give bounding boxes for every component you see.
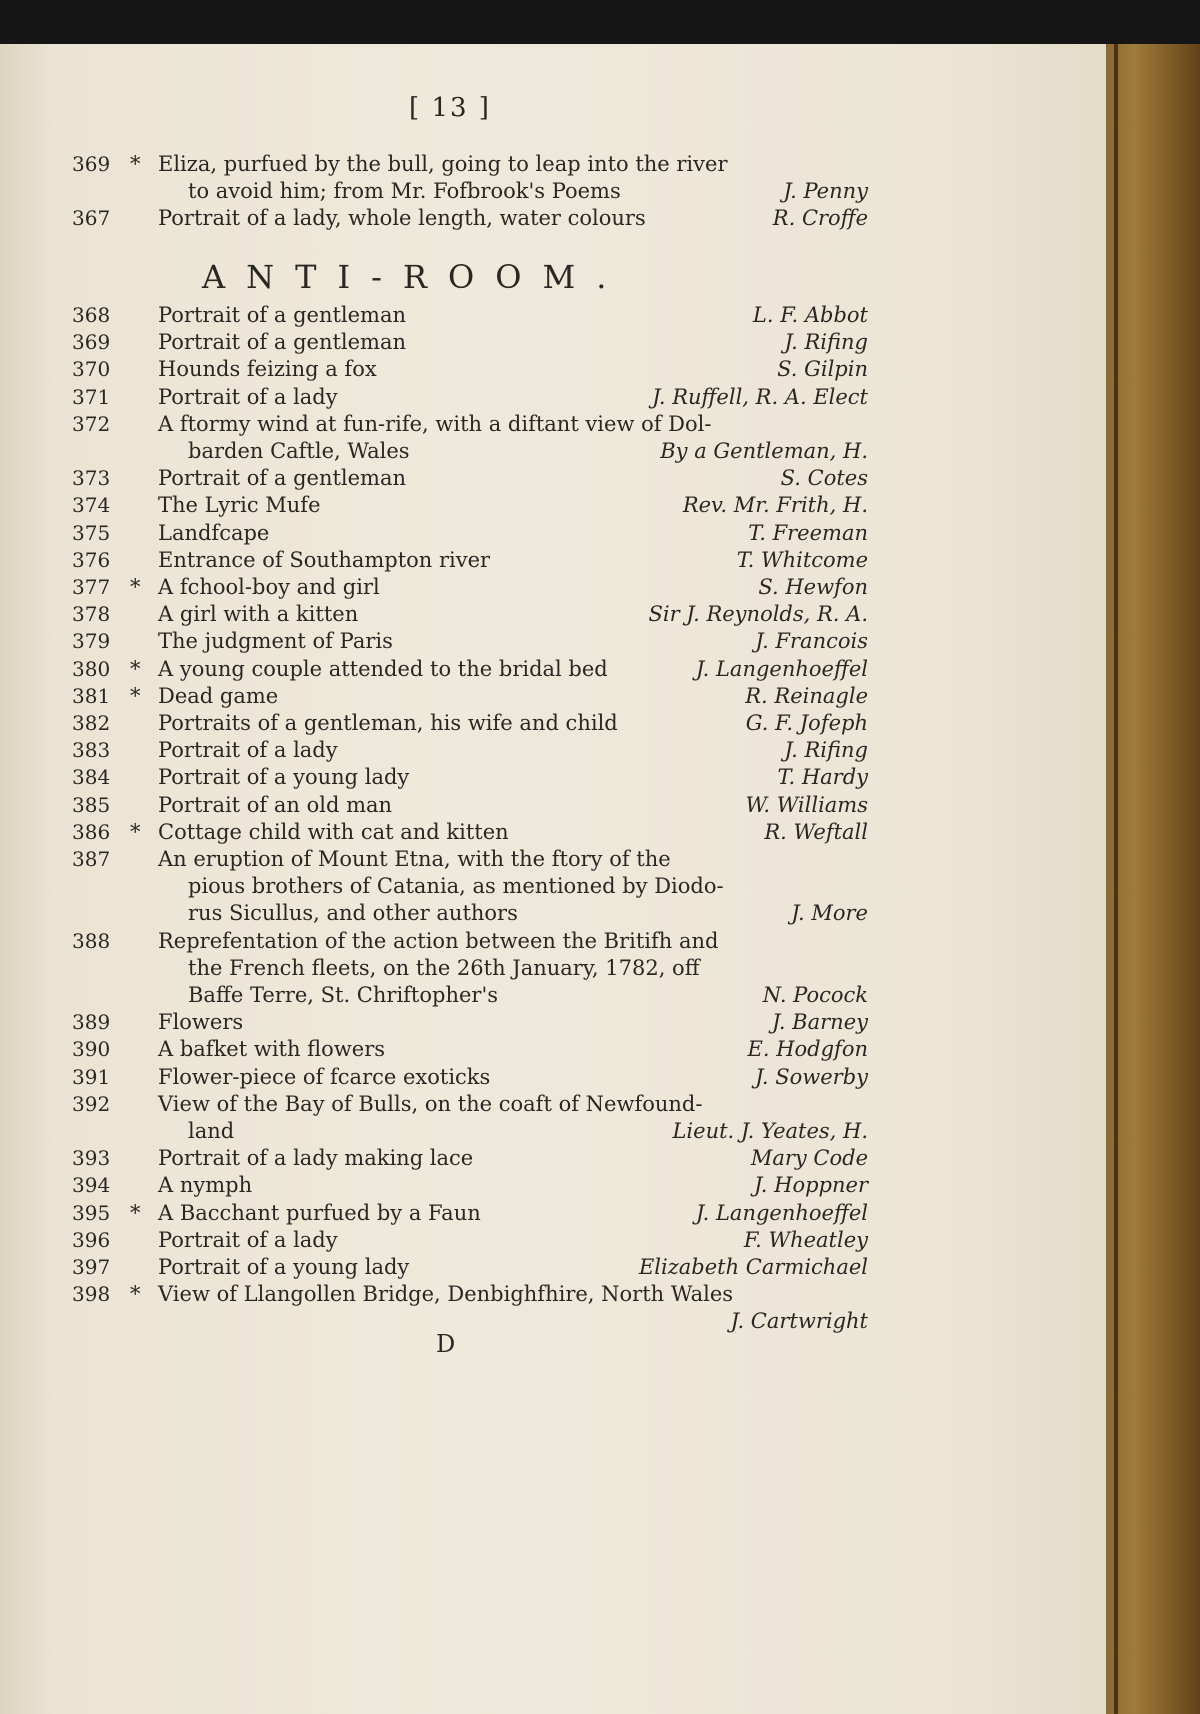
entry-artist: Rev. Mr. Frith, H. xyxy=(682,493,868,518)
entry-artist: S. Gilpin xyxy=(777,357,868,382)
entry-description: pious brothers of Catania, as mentioned by Diodo- xyxy=(188,874,724,899)
catalogue-entry-line xyxy=(0,738,868,768)
entry-description: Flowers xyxy=(158,1010,244,1035)
entry-description: Portrait of a lady xyxy=(158,1227,338,1252)
entry-number: 397 xyxy=(72,1255,111,1279)
entry-description: A Bacchant purfued by a Faun xyxy=(158,1200,481,1225)
catalogue-entry-line xyxy=(0,179,868,209)
signature-mark: D xyxy=(436,1330,456,1358)
entry-number: 393 xyxy=(72,1146,111,1171)
entry-number: 384 xyxy=(72,765,111,790)
catalogue-entry-line xyxy=(0,683,868,714)
entry-description: Landfcape xyxy=(158,520,270,545)
entry-artist: J. Sowerby xyxy=(755,1064,868,1089)
catalogue-entry-line xyxy=(0,547,868,578)
catalogue-entry-line xyxy=(0,956,860,986)
catalogue-entry-line xyxy=(0,765,868,795)
entry-description: Reprefentation of the action between the Britifh and xyxy=(158,928,719,953)
entry-description: Portrait of a gentleman xyxy=(158,466,407,491)
book-binding xyxy=(1106,44,1200,1714)
entry-description: The judgment of Paris xyxy=(158,629,393,654)
entry-artist: J. Penny xyxy=(783,179,868,204)
entry-artist: By a Gentleman, H. xyxy=(660,439,868,463)
entry-artist: L. F. Abbot xyxy=(752,303,868,327)
entry-artist: F. Wheatley xyxy=(743,1227,868,1252)
entry-number: 376 xyxy=(72,547,111,572)
entry-number: 388 xyxy=(72,928,111,953)
entry-description: Cottage child with cat and kitten xyxy=(158,819,509,844)
asterisk-mark: * xyxy=(130,819,141,844)
entry-number: 394 xyxy=(72,1173,111,1198)
entry-number: 392 xyxy=(72,1091,111,1116)
binding-edge xyxy=(1114,44,1118,1714)
catalogue-entry-line xyxy=(0,847,860,877)
entry-artist: J. Francois xyxy=(755,629,868,654)
entry-number: 370 xyxy=(72,357,111,382)
entry-description: A nymph xyxy=(158,1173,253,1198)
catalogue-entry-line xyxy=(0,152,860,182)
entry-description: Portrait of a lady making lace xyxy=(158,1146,474,1171)
entry-description: View of Llangollen Bridge, Denbighfhire, North Wales xyxy=(158,1282,734,1307)
entry-description: rus Sicullus, and other authors xyxy=(188,901,518,926)
catalogue-entry-line xyxy=(0,1227,868,1258)
entry-description: Portrait of a gentleman xyxy=(158,330,407,355)
catalogue-entry-line xyxy=(0,656,868,687)
entry-artist: Mary Code xyxy=(750,1146,868,1171)
entry-description: A young couple attended to the bridal bed xyxy=(158,656,608,681)
entry-artist: J. Ruffell, R. A. Elect xyxy=(652,384,868,409)
catalogue-entry-line xyxy=(0,1173,868,1203)
entry-artist: J. Cartwright xyxy=(730,1309,868,1334)
entry-artist: E. Hodgfon xyxy=(747,1037,868,1062)
catalogue-entry-line xyxy=(0,629,868,659)
catalogue-entry-line xyxy=(0,357,868,387)
entry-description: Portrait of an old man xyxy=(158,792,393,817)
entry-number: 378 xyxy=(72,602,111,627)
entry-number: 391 xyxy=(72,1064,111,1089)
entry-artist: Elizabeth Carmichael xyxy=(638,1255,868,1279)
catalogue-entry-line xyxy=(0,493,868,523)
entry-number: 375 xyxy=(72,520,111,545)
entry-description: Portrait of a lady xyxy=(158,738,338,763)
entry-artist: N. Pocock xyxy=(762,983,868,1007)
asterisk-mark: * xyxy=(130,1200,141,1225)
entry-description: A girl with a kitten xyxy=(158,602,359,627)
asterisk-mark: * xyxy=(130,1282,141,1307)
catalogue-entry-line xyxy=(0,303,868,333)
entry-description: Eliza, purfued by the bull, going to leap into the river xyxy=(158,152,728,176)
entry-number: 374 xyxy=(72,493,111,518)
entry-number: 396 xyxy=(72,1227,111,1252)
entry-number: 368 xyxy=(72,303,111,327)
entry-number: 380 xyxy=(72,656,111,681)
entry-number: 383 xyxy=(72,738,111,763)
entry-artist: W. Williams xyxy=(745,792,868,817)
entry-artist: T. Hardy xyxy=(777,765,868,790)
entry-artist: J. Hoppner xyxy=(754,1173,868,1198)
catalogue-entry-line xyxy=(0,1255,868,1285)
entry-number: 379 xyxy=(72,629,111,654)
catalogue-entry-line xyxy=(0,901,868,931)
entry-number: 382 xyxy=(72,711,111,735)
asterisk-mark: * xyxy=(130,152,141,176)
entry-number: 395 xyxy=(72,1200,111,1225)
entry-artist: R. Weftall xyxy=(764,819,868,844)
catalogue-entry-line xyxy=(0,792,868,823)
entry-artist: S. Hewfon xyxy=(758,575,868,599)
entry-number: 385 xyxy=(72,792,111,817)
catalogue-entry-line xyxy=(0,874,860,904)
entry-number: 390 xyxy=(72,1037,111,1062)
catalogue-entry-line xyxy=(0,1309,868,1339)
entry-number: 369 xyxy=(72,330,111,355)
section-title: ANTI-ROOM. xyxy=(202,258,628,296)
entry-description: Portrait of a lady xyxy=(158,384,338,409)
entry-artist: J. Langenhoeffel xyxy=(695,1200,868,1225)
entry-description: Portrait of a young lady xyxy=(158,765,410,790)
catalogue-entry-line xyxy=(0,1064,868,1095)
catalogue-entry-line xyxy=(0,929,860,959)
entry-number: 387 xyxy=(72,847,111,871)
catalogue-entry-line xyxy=(0,466,868,496)
entry-artist: Lieut. J. Yeates, H. xyxy=(672,1119,868,1143)
page-header: [ 13 ] xyxy=(409,93,491,123)
entry-artist: T. Whitcome xyxy=(736,547,868,572)
catalogue-entry-line xyxy=(0,1200,868,1231)
entry-artist: J. Barney xyxy=(772,1010,868,1035)
entry-description: the French fleets, on the 26th January, 1782, off xyxy=(188,955,700,980)
catalogue-entry-line xyxy=(0,384,868,415)
catalogue-entry-line xyxy=(0,1037,868,1067)
catalogue-entry-line xyxy=(0,711,868,741)
catalogue-entry-line xyxy=(0,819,868,850)
catalogue-entry-line xyxy=(0,330,868,360)
entry-artist: J. Rifing xyxy=(784,738,868,763)
entry-description: Portrait of a gentleman xyxy=(158,303,407,327)
entry-number: 369 xyxy=(72,152,111,176)
entry-description: Portrait of a lady, whole length, water colours xyxy=(158,206,646,231)
entry-artist: R. Croffe xyxy=(772,206,868,231)
entry-artist: J. Rifing xyxy=(784,330,868,355)
catalogue-entry-line xyxy=(0,1146,868,1176)
catalogue-entry-line xyxy=(0,412,860,442)
entry-number: 377 xyxy=(72,575,111,599)
catalogue-entry-line xyxy=(0,206,868,236)
entry-number: 389 xyxy=(72,1010,111,1035)
catalogue-entry-line xyxy=(0,1092,860,1122)
asterisk-mark: * xyxy=(130,656,141,681)
asterisk-mark: * xyxy=(130,575,141,599)
entry-description: Hounds feizing a fox xyxy=(158,357,377,382)
entry-artist: R. Reinagle xyxy=(745,683,868,708)
entry-description: View of the Bay of Bulls, on the coaft of Newfound- xyxy=(158,1091,703,1116)
entry-description: Flower-piece of fcarce exoticks xyxy=(158,1064,491,1089)
entry-artist: G. F. Jofeph xyxy=(745,711,868,735)
catalogue-entry-line xyxy=(0,1282,860,1312)
entry-number: 371 xyxy=(72,384,111,409)
entry-description: Dead game xyxy=(158,683,279,708)
catalogue-entry-line xyxy=(0,520,868,551)
entry-number: 372 xyxy=(72,411,111,436)
entry-description: barden Caftle, Wales xyxy=(188,439,410,463)
asterisk-mark: * xyxy=(130,683,141,708)
entry-description: A fchool-boy and girl xyxy=(158,575,380,599)
entry-number: 373 xyxy=(72,466,111,491)
entry-description: Portrait of a young lady xyxy=(158,1255,410,1279)
entry-description: A ftormy wind at fun-rife, with a diftant view of Dol- xyxy=(158,411,712,436)
catalogue-entry-line xyxy=(0,1119,868,1149)
catalogue-entry-line xyxy=(0,1010,868,1040)
catalogue-entry-line xyxy=(0,575,868,605)
entry-description: land xyxy=(188,1119,235,1143)
entry-number: 367 xyxy=(72,206,111,231)
entry-description: Entrance of Southampton river xyxy=(158,547,491,572)
entry-description: The Lyric Mufe xyxy=(158,493,321,518)
catalogue-entry-line xyxy=(0,602,868,632)
entry-description: A bafket with flowers xyxy=(158,1037,386,1062)
entry-number: 381 xyxy=(72,683,111,708)
entry-number: 386 xyxy=(72,819,111,844)
entry-artist: J. Langenhoeffel xyxy=(695,656,868,681)
entry-description: Portraits of a gentleman, his wife and child xyxy=(158,711,618,735)
entry-artist: Sir J. Reynolds, R. A. xyxy=(648,602,868,627)
entry-description: to avoid him; from Mr. Fofbrook's Poems xyxy=(188,179,621,204)
entry-artist: J. More xyxy=(791,901,868,926)
catalogue-entry-line xyxy=(0,439,868,469)
entry-artist: S. Cotes xyxy=(780,466,868,491)
entry-description: An eruption of Mount Etna, with the ftory of the xyxy=(158,847,671,871)
entry-description: Baffe Terre, St. Chriftopher's xyxy=(188,983,498,1007)
entry-artist: T. Freeman xyxy=(748,520,868,545)
catalogue-entry-line xyxy=(0,983,868,1013)
entry-number: 398 xyxy=(72,1282,111,1307)
